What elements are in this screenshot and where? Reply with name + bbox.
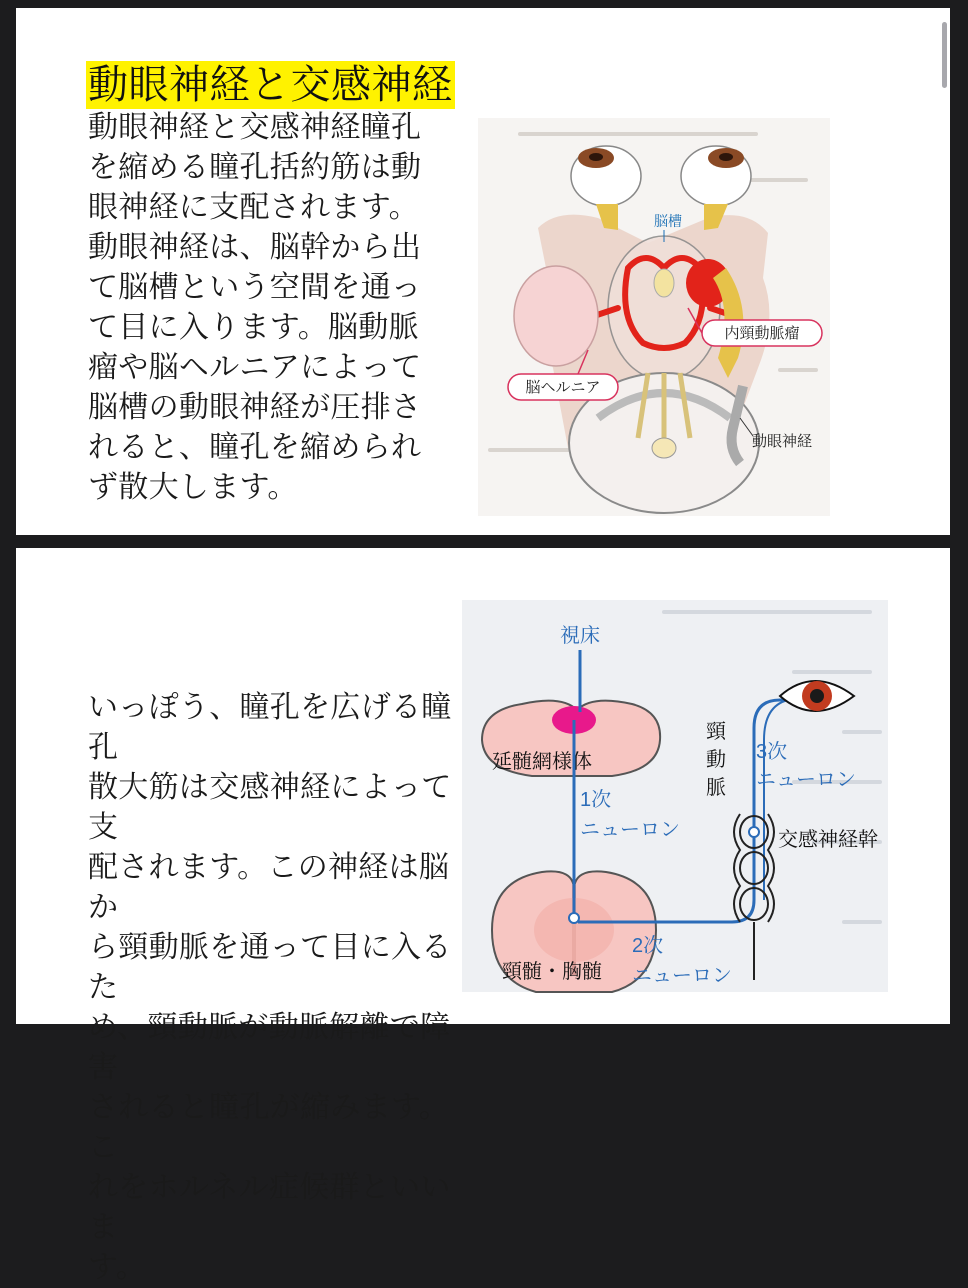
spinal-label: 頸髄・胸髄: [502, 961, 602, 983]
thalamus-label: 視床: [560, 625, 600, 647]
second-neuron-line2: ニューロン: [632, 965, 732, 987]
aneurysm-label: 内頸動脈瘤: [724, 325, 800, 342]
scrollbar-thumb[interactable]: [942, 22, 947, 88]
cistern-label: 脳槽: [654, 213, 682, 229]
first-neuron-line1: 1次: [580, 789, 612, 811]
carotid-char1: 頸: [706, 721, 726, 743]
left-pupil: [589, 153, 603, 161]
sympathetic-trunk-label: 交感神経幹: [778, 829, 878, 851]
oculomotor-anatomy-figure: [478, 118, 830, 516]
oculomotor-paragraph: 動眼神経と交感神経瞳孔 を縮める瞳孔括約筋は動 眼神経に支配されます。 動眼神経は、脳幹から出 て脳槽という空間を通っ て目に入ります。脳動脈 瘤や脳ヘルニアによって 脳槽の動眼神経が圧排さ れると、瞳孔を縮められ ず散大します。: [88, 110, 422, 505]
pituitary: [654, 269, 674, 297]
upper-card: [16, 8, 950, 535]
oculomotor-label: 動眼神経: [752, 433, 813, 450]
lower-card: [16, 548, 950, 1285]
synapse-spinal: [569, 913, 579, 923]
reticular-label: 延髄網様体: [492, 751, 592, 773]
sympathetic-pathway-figure: [462, 600, 888, 992]
second-neuron-line1: 2次: [632, 935, 664, 957]
first-neuron-line2: ニューロン: [580, 819, 680, 841]
sympathetic-paragraph: いっぽう、瞳孔を広げる瞳孔 散大筋は交感神経によって支 配されます。この神経は脳か ら頸動脈を通って目に入るた め、頸動脈が動脈解離で障害 されると瞳孔が縮みます。こ れをホルネル症候群といいま す。: [88, 690, 452, 1285]
synapse-ganglion: [749, 827, 759, 837]
third-neuron-line2: ニューロン: [756, 769, 856, 791]
carotid-char3: 脈: [706, 777, 726, 799]
herniation-label: 脳ヘルニア: [525, 379, 601, 396]
third-neuron-line1: 3次: [756, 741, 788, 763]
right-pupil: [719, 153, 733, 161]
section-title: 動眼神経と交感神経: [88, 62, 453, 108]
herniation-bulge: [514, 266, 598, 366]
carotid-char2: 動: [706, 749, 726, 771]
fourth-ventricle: [652, 438, 676, 458]
